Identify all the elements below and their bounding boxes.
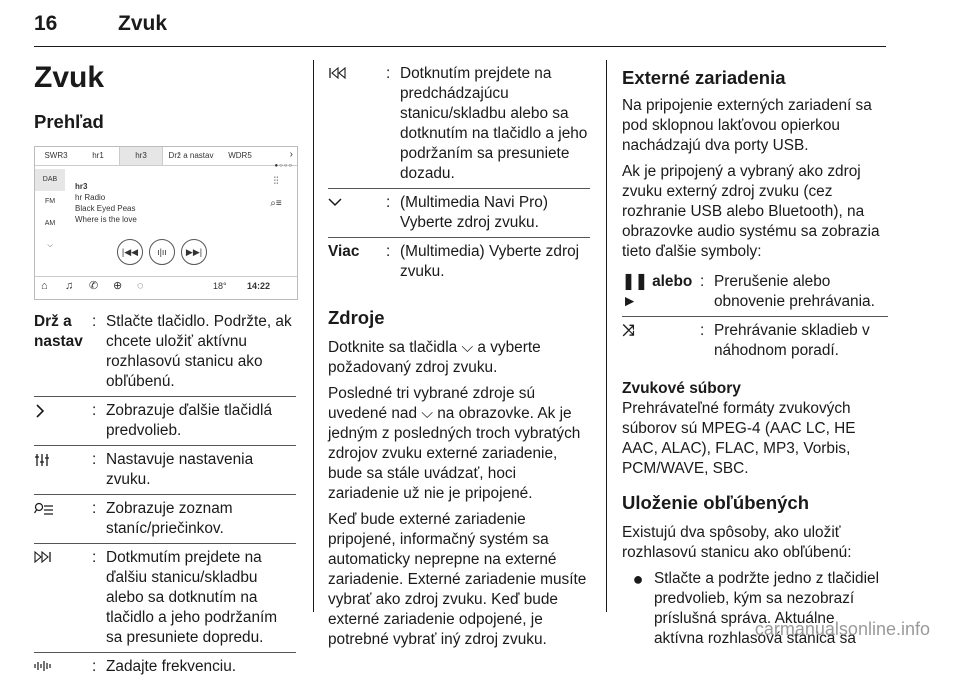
preset-tab[interactable]: SWR3 <box>44 151 68 160</box>
paragraph: Na pripojenie externých zariadení sa pod sklopnou lakťovou opierkou nachádzajú dva porty USB. <box>622 97 872 154</box>
paragraph: Keď bude externé zariadenie pripojené, informačný systém sa automaticky neprepne na externé zariadenie. Externé zariadenie musíte vybrať ako zdroj zvuku. Keď bude externé zariadenie odpojené, je potrebné vybrať iný zdroj zvuku. <box>328 511 587 648</box>
audio-files-heading: Zvukové súbory <box>622 380 741 397</box>
info-line: Where is the love <box>75 215 137 224</box>
control-term: Viac <box>328 243 360 260</box>
control-term: Drž a nastav <box>34 313 83 350</box>
column-2 <box>328 64 590 656</box>
paragraph: Prehrávateľné formáty zvukových súborov sú MPEG-4 (AAC LC, HE AAC, ALAC), FLAC, MP3, Vorbis, PCM/WAVE, SBC. <box>622 400 856 477</box>
column-1 <box>34 56 296 695</box>
source-item[interactable]: FM <box>44 198 56 205</box>
station-name: hr3 <box>75 182 88 191</box>
paragraph: Dotknite sa tlačidla ⌵ a vyberte požadovaný zdroj zvuku. <box>328 339 541 376</box>
control-item: Viac : (Multimedia) Vyberte zdroj zvuku. <box>328 237 590 286</box>
column-divider <box>606 60 607 612</box>
status-bar <box>35 276 297 299</box>
sources-heading: Zdroje <box>328 307 385 328</box>
control-desc: Dotkmutím prejdete na ďalšiu stanicu/skladbu alebo sa dotknutím na tlačidlo a jeho podržaním sa presuniete dopredu. <box>106 549 278 646</box>
station-list-icon[interactable]: ⌕≡ <box>270 198 282 209</box>
section-title: Zvuk <box>118 12 168 35</box>
control-item: : Nastavuje nastavenia zvuku. <box>34 445 296 494</box>
control-desc: Zobrazuje zoznam staníc/priečinkov. <box>106 500 233 537</box>
previous-track-icon <box>328 67 346 79</box>
control-desc: Nastavuje nastavenia zvuku. <box>106 451 254 488</box>
control-item: : Zobrazuje zoznam staníc/priečinkov. <box>34 494 296 543</box>
control-list <box>34 308 296 681</box>
chapter-title: Zvuk <box>34 61 105 94</box>
control-list <box>328 64 590 286</box>
symbol-item: ❚❚ alebo ► : Prerušenie alebo obnovenie prehrávania. <box>622 268 888 316</box>
chevron-right-icon[interactable]: › <box>289 149 293 160</box>
preset-tabs <box>35 147 297 166</box>
symbol-item: ⤨ : Prehrávanie skladieb v náhodnom poradí. <box>622 316 888 365</box>
control-item: : Dotkmutím prejdete na ďalšiu stanicu/skladbu alebo sa dotknutím na tlačidlo a jeho podržaním sa presuniete dopredu. <box>34 543 296 652</box>
home-icon[interactable]: ⌂ <box>41 280 48 292</box>
external-devices-heading: Externé zariadenia <box>622 67 786 88</box>
control-desc: (Multimedia Navi Pro) Vyberte zdroj zvuku. <box>400 194 548 231</box>
control-desc: Stlačte tlačidlo. Podržte, ak chcete uložiť aktívnu rozhlasovú stanicu ako obľúbenú. <box>106 313 292 390</box>
source-item[interactable]: AM <box>44 220 56 227</box>
navigation-icon[interactable]: ⊕ <box>113 280 123 292</box>
page-number: 16 <box>34 12 58 35</box>
phone-icon[interactable]: ✆ <box>89 280 99 292</box>
station-list-icon <box>34 502 54 516</box>
equalizer-icon <box>34 453 50 467</box>
info-line: hr Radio <box>75 193 106 202</box>
control-desc: Dotknutím prejdete na predchádzajúcu stanicu/skladbu alebo sa dotknutím na tlačidlo a jeho podržaním sa presuniete dozadu. <box>400 65 588 182</box>
shuffle-icon: ⤨ <box>622 322 635 339</box>
symbol-desc: Prehrávanie skladieb v náhodnom poradí. <box>714 322 870 359</box>
symbol-desc: Prerušenie alebo obnovenie prehrávania. <box>714 273 875 310</box>
frequency-icon[interactable]: ı|ıı <box>149 239 175 265</box>
info-line: Black Eyed Peas <box>75 204 136 213</box>
chevron-down-icon <box>328 196 342 208</box>
control-desc: Zobrazuje ďalšie tlačidlá predvolieb. <box>106 402 273 439</box>
favourites-heading: Uloženie obľúbených <box>622 492 810 513</box>
page-header <box>34 4 886 47</box>
source-list <box>35 169 65 257</box>
symbol-list <box>622 268 888 365</box>
next-track-icon[interactable]: ▶▶| <box>181 239 207 265</box>
bullet-text: Stlačte a podržte jedno z tlačidiel predvolieb, kým sa nezobrazí príslušná správa. Aktuálne aktívna rozhlasová stanica sa <box>654 570 880 647</box>
next-track-icon <box>34 551 52 563</box>
clock: 14:22 <box>247 281 271 291</box>
page-dots-icon: ●○○○ <box>274 163 293 169</box>
control-item: Drž a nastav : Stlačte tlačidlo. Podržte, ak chcete uložiť aktívnu rozhlasovú stanicu ako obľúbenú. <box>34 308 296 396</box>
previous-track-icon[interactable]: |◀◀ <box>117 239 143 265</box>
source-item[interactable]: DAB <box>35 169 65 191</box>
preset-tab[interactable]: hr3 <box>119 147 163 165</box>
control-desc: Zadajte frekvenciu. <box>106 658 237 675</box>
bullet-icon: ● <box>632 569 644 589</box>
chevron-right-icon <box>34 404 46 418</box>
paragraph: Ak je pripojený a vybraný ako zdroj zvuku externý zdroj zvuku (cez rozhranie USB alebo Bluetooth), na obrazovke audio systému sa zobrazia tieto ďalšie symboly: <box>622 163 880 260</box>
overview-heading: Prehľad <box>34 111 104 132</box>
control-item: : Zobrazuje ďalšie tlačidlá predvolieb. <box>34 396 296 445</box>
paragraph: Posledné tri vybrané zdroje sú uvedené nad ⌵ na obrazovke. Ak je jedným z posledných troch vybratých zdrojov zvuku externé zariadenie, bude sa stále uvádzať, hoci zariadenie už nie je pripojené. <box>328 385 581 502</box>
watermark: carmanualsonline.info <box>754 619 930 639</box>
equalizer-icon[interactable]: ⫶⫶ <box>273 176 279 187</box>
station-info <box>75 181 137 225</box>
control-item: : Dotknutím prejdete na predchádzajúcu stanicu/skladbu alebo sa dotknutím na tlačidlo a jeho podržaním sa presuniete dozadu. <box>328 64 590 188</box>
column-3 <box>622 66 888 649</box>
audio-screen-illustration <box>34 146 298 300</box>
preset-tab[interactable]: Drž a nastav <box>168 151 214 160</box>
control-item: : (Multimedia Navi Pro) Vyberte zdroj zvuku. <box>328 188 590 237</box>
preset-tab[interactable]: WDR5 <box>228 151 252 160</box>
control-item: : Zadajte frekvenciu. <box>34 652 296 681</box>
column-divider <box>313 60 314 612</box>
chevron-down-icon[interactable]: ⌵ <box>47 242 53 249</box>
control-desc: (Multimedia) Vyberte zdroj zvuku. <box>400 243 580 280</box>
frequency-icon <box>34 660 52 672</box>
temperature: 18° <box>213 281 227 291</box>
preset-tab[interactable]: hr1 <box>92 151 104 160</box>
music-icon[interactable]: ♫ <box>65 280 74 292</box>
paragraph: Existujú dva spôsoby, ako uložiť rozhlasovú stanicu ako obľúbenú: <box>622 524 852 561</box>
play-pause-icon: ❚❚ alebo ► <box>622 273 693 310</box>
projection-icon[interactable]: ◌ <box>137 280 144 292</box>
